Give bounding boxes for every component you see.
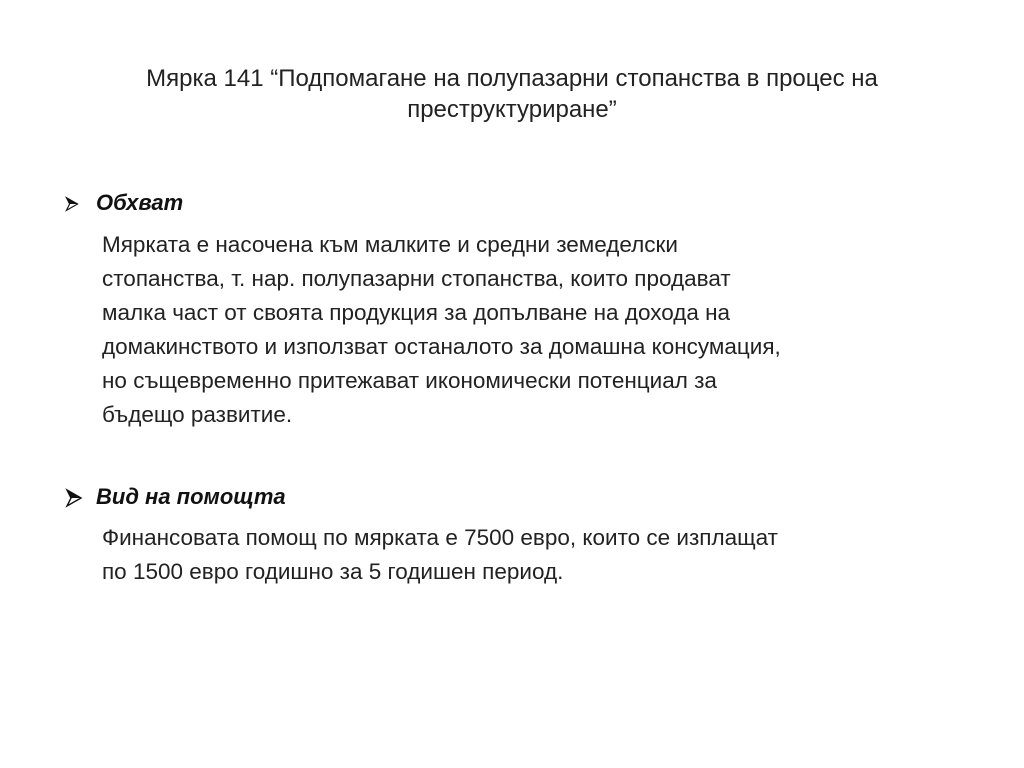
body-line: малка част от своята продукция за допълване на дохода на bbox=[102, 300, 731, 325]
arrow-bullet-icon bbox=[64, 488, 84, 508]
section-body-scope bbox=[102, 228, 982, 432]
section-heading-aid-type bbox=[64, 483, 286, 511]
section-heading-label: Обхват bbox=[96, 190, 184, 215]
body-line: Финансовата помощ по мярката е 7500 евро, които се изплащат bbox=[102, 525, 778, 550]
section-heading-label: Вид на помощта bbox=[96, 484, 286, 509]
slide-title bbox=[40, 63, 984, 125]
title-line: преструктуриране” bbox=[407, 96, 617, 123]
body-line: стопанства, т. нар. полупазарни стопанства, които продават bbox=[102, 266, 731, 291]
title-line: Мярка 141 “Подпомагане на полупазарни стопанства в процес на bbox=[146, 65, 878, 92]
body-line: по 1500 евро годишно за 5 годишен период. bbox=[102, 559, 564, 584]
section-body-aid-type bbox=[102, 521, 982, 589]
section-heading-scope bbox=[64, 189, 183, 217]
body-line: домакинството и използват останалото за домашна консумация, bbox=[102, 334, 781, 359]
arrow-bullet-icon bbox=[64, 196, 80, 212]
body-line: Мярката е насочена към малките и средни земеделски bbox=[102, 232, 678, 257]
body-line: но същевременно притежават икономически потенциал за bbox=[102, 368, 717, 393]
body-line: бъдещо развитие. bbox=[102, 402, 293, 427]
